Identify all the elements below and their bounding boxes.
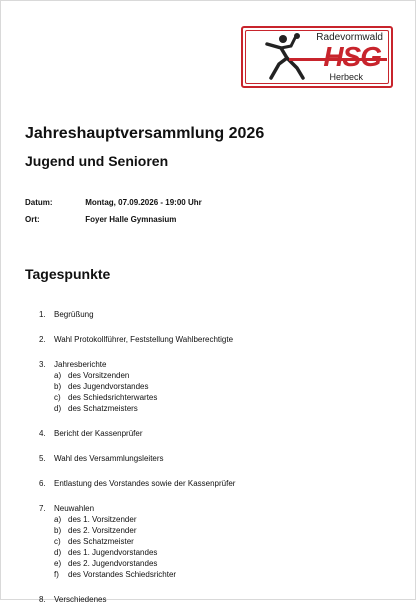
subitem-text: des 2. Vorsitzender [68,526,137,535]
agenda-item [39,309,399,320]
subitem-letter: c) [54,393,61,402]
agenda-sublist [39,514,399,580]
agenda-subitem [54,536,399,547]
agenda-item-text: Entlastung des Vorstandes sowie der Kassenprüfer [54,479,236,488]
agenda-heading: Tagespunkte [25,266,111,282]
agenda-item-number: 2. [39,335,46,344]
date-row [25,198,202,207]
agenda-list [39,309,399,605]
agenda-item-number: 7. [39,504,46,513]
subitem-letter: d) [54,548,62,557]
agenda-item-number: 3. [39,360,46,369]
date-label: Datum: [25,198,53,207]
subitem-letter: d) [54,404,62,413]
subitem-text: des Vorstandes Schiedsrichter [68,570,177,579]
subitem-text: des Schatzmeister [68,537,134,546]
agenda-item-text: Begrüßung [54,310,94,319]
subitem-text: des Schatzmeisters [68,404,138,413]
agenda-item-number: 1. [39,310,46,319]
document-subtitle: Jugend und Senioren [25,153,169,169]
agenda-subitem [54,370,399,381]
agenda-item [39,334,399,345]
club-logo [241,26,393,88]
agenda-subitem [54,558,399,569]
subitem-text: des Schiedsrichterwartes [68,393,158,402]
agenda-item [39,359,399,414]
subitem-letter: b) [54,382,62,391]
agenda-item [39,478,399,489]
subitem-letter: c) [54,537,61,546]
subitem-letter: f) [54,570,59,579]
subitem-text: des Jugendvorstandes [68,382,149,391]
agenda-subitem [54,514,399,525]
agenda-item-number: 8. [39,595,46,604]
agenda-sublist [39,370,399,414]
place-row [25,215,176,224]
agenda-subitem [54,381,399,392]
subitem-letter: b) [54,526,62,535]
agenda-subitem [54,547,399,558]
agenda-item-text: Verschiedenes [54,595,107,604]
agenda-item-number: 4. [39,429,46,438]
agenda-item-text: Wahl Protokollführer, Feststellung Wahlberechtigte [54,335,234,344]
place-value: Foyer Halle Gymnasium [85,215,177,224]
subitem-letter: a) [54,371,62,380]
document-title: Jahreshauptversammlung 2026 [25,125,265,142]
place-label: Ort: [25,215,40,224]
agenda-subitem [54,569,399,580]
agenda-item-number: 6. [39,479,46,488]
subitem-text: des 1. Vorsitzender [68,515,137,524]
agenda-subitem [54,525,399,536]
logo-main-text: HSG [323,41,381,72]
agenda-subitem [54,403,399,414]
agenda-item-text: Jahresberichte [54,360,107,369]
subitem-letter: e) [54,559,62,568]
logo-bottom-text: Herbeck [329,72,363,82]
agenda-item [39,503,399,580]
date-value: Montag, 07.09.2026 - 19:00 Uhr [85,198,202,207]
subitem-letter: a) [54,515,62,524]
logo-top-text: Radevormwald [316,32,383,43]
subitem-text: des Vorsitzenden [68,371,130,380]
agenda-item-text: Wahl des Versammlungsleiters [54,454,164,463]
agenda-item-number: 5. [39,454,46,463]
subitem-text: des 1. Jugendvorstandes [68,548,158,557]
agenda-item [39,453,399,464]
agenda-subitem [54,392,399,403]
subitem-text: des 2. Jugendvorstandes [68,559,158,568]
agenda-item-text: Bericht der Kassenprüfer [54,429,143,438]
agenda-item [39,428,399,439]
agenda-item-text: Neuwahlen [54,504,95,513]
